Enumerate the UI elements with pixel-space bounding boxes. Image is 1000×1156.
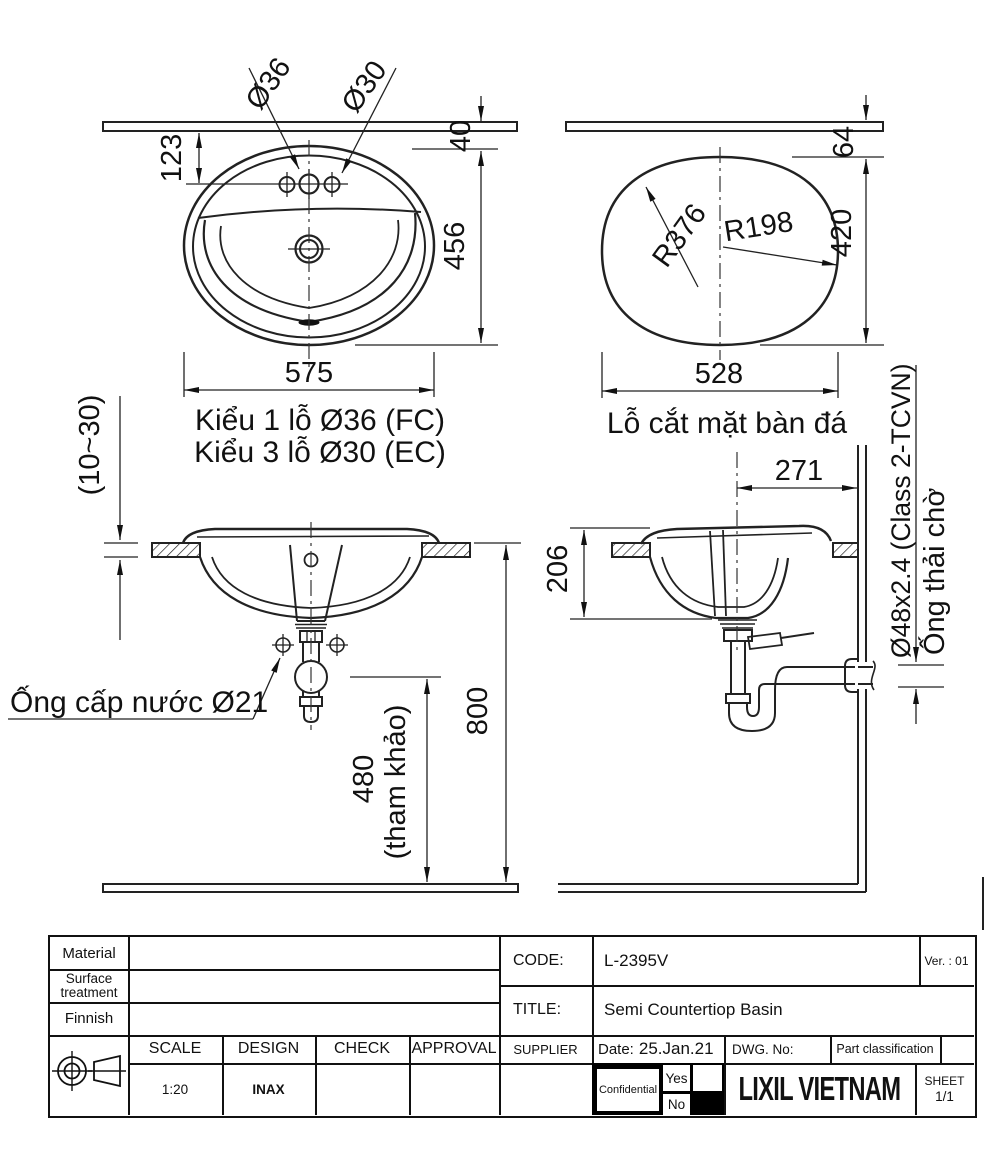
third-angle-projection-icon: [50, 1043, 128, 1107]
dim-480: 480: [348, 754, 380, 804]
title-value: Semi Countertiop Basin: [604, 1000, 783, 1019]
dim-206: 206: [542, 544, 574, 594]
sheet-cell: [915, 1063, 974, 1115]
sheet-label: SHEET: [924, 1074, 965, 1088]
dim-hole-36: Ø36: [239, 52, 298, 116]
code-label: CODE:: [513, 952, 564, 969]
caption-cutout: Lỗ cắt mặt bàn đá: [606, 407, 848, 440]
dim-counter-thickness: (10~30): [74, 394, 106, 496]
check-value: [315, 1063, 409, 1115]
supplier-label: SUPPLIER: [513, 1041, 578, 1057]
dwg-no-label: DWG. No:: [732, 1041, 794, 1057]
caption-hole-type-3: Kiểu 3 lỗ Ø30 (EC): [194, 436, 446, 469]
confidential-yes-mark: [693, 1065, 722, 1091]
approval-value: [409, 1063, 499, 1115]
dim-123: 123: [156, 133, 188, 183]
dim-420: 420: [826, 208, 858, 258]
dim-528: 528: [694, 358, 744, 390]
confidential-label: Confidential: [597, 1069, 659, 1111]
company-name: LIXIL VIETNAM: [738, 1070, 901, 1107]
projection-symbol-cell: [50, 1035, 128, 1115]
material-label: Material: [62, 944, 116, 962]
date-value: 25.Jan.21: [638, 1039, 714, 1058]
company-logo: [724, 1063, 915, 1115]
date-label: Date:: [598, 1040, 634, 1058]
label-drain-spec: Ø48x2.4 (Class 2-TCVN): [886, 363, 916, 658]
confidential-yes: Yes: [663, 1065, 690, 1091]
sheet-value: 1/1: [935, 1089, 954, 1104]
scale-header: SCALE: [148, 1040, 202, 1057]
design-header: DESIGN: [237, 1040, 300, 1057]
date-cell: [592, 1035, 730, 1063]
surface-label-line1: Surface: [65, 970, 113, 986]
dim-r198: R198: [721, 205, 796, 249]
material-value: [128, 937, 499, 969]
surface-label-line2: treatment: [60, 984, 118, 1000]
basin-plan-dimensions: [156, 52, 498, 469]
finnish-value: [128, 1002, 499, 1035]
label-supply-pipe: Ống cấp nước Ø21: [10, 686, 269, 719]
part-classification-label: Part classification: [836, 1042, 934, 1056]
dim-64: 64: [828, 125, 860, 159]
code-value: L-2395V: [604, 951, 669, 970]
dim-480-note: (tham khảo): [380, 704, 412, 860]
dim-40: 40: [445, 119, 477, 153]
surface-treatment-value: [128, 969, 499, 1002]
surface-treatment-label: [50, 969, 128, 1002]
supplier-value: [499, 1063, 592, 1115]
caption-hole-type-1: Kiểu 1 lỗ Ø36 (FC): [194, 404, 446, 437]
dim-r376: R376: [646, 198, 714, 274]
label-drain-wait: Ống thải chờ: [919, 487, 951, 655]
cutout-plan-dimensions: [602, 95, 884, 440]
dim-575: 575: [284, 357, 334, 389]
dim-271: 271: [774, 455, 824, 487]
dim-456: 456: [439, 221, 471, 271]
confidential-block: [592, 1063, 724, 1115]
title-label: TITLE:: [513, 1001, 562, 1018]
scale-value: 1:20: [161, 1081, 189, 1097]
confidential-no: No: [663, 1094, 690, 1115]
approval-header: APPROVAL: [411, 1040, 497, 1057]
design-value: INAX: [252, 1081, 285, 1097]
dim-hole-30: Ø30: [335, 55, 394, 119]
dim-800: 800: [462, 686, 494, 736]
version: Ver. : 01: [924, 954, 969, 968]
finnish-label: Finnish: [64, 1010, 114, 1027]
part-classification-value: [940, 1035, 974, 1063]
check-header: CHECK: [333, 1040, 390, 1057]
title-block: [48, 935, 977, 1118]
